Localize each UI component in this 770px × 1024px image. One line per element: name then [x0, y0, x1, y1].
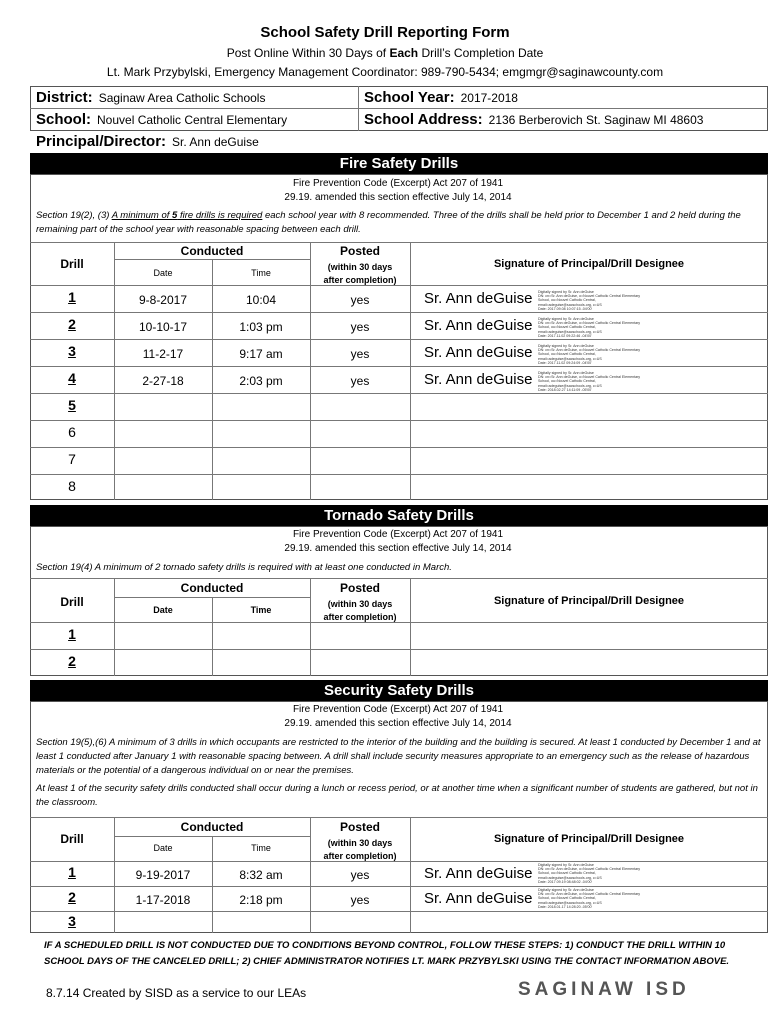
fire-posted-sub2: after completion) [323, 275, 397, 285]
tornado-row-num: 2 [68, 653, 76, 669]
fire-row-date[interactable]: 10-10-17 [138, 320, 188, 334]
fire-signature-header: Signature of Principal/Drill Designee [493, 258, 685, 270]
fire-row-num: 2 [68, 316, 76, 332]
tornado-code-line1: Fire Prevention Code (Excerpt) Act 207 of 1941 [292, 529, 504, 540]
fire-posted-sub1: (within 30 days [327, 262, 393, 272]
fire-row-date[interactable]: 11-2-17 [142, 347, 184, 361]
fire-section-title: Fire Safety Drills [30, 153, 768, 174]
security-row-time[interactable]: 8:32 am [239, 868, 283, 882]
fire-row-num: 1 [68, 289, 76, 305]
contact-line: Lt. Mark Przybylski, Emergency Management Coordinator: 989-790-5434; emgmgr@saginawcounty.com [106, 65, 664, 79]
security-posted-header: Posted [339, 820, 380, 834]
tornado-conducted-header: Conducted [180, 581, 244, 595]
school-address-field: School Address: 2136 Berberovich St. Saginaw MI 48603 [364, 111, 704, 128]
fire-row-posted[interactable]: yes [350, 347, 370, 361]
fire-row-num: 3 [68, 343, 76, 359]
security-date-header: Date [153, 843, 173, 853]
digital-signature-stamp: Digitally signed by Sr. Ann deGuise DN: cn=Sr. Ann deGuise, o=Nouvel Catholic Central Elementary School, ou=Nouvel Catholic Central, email=adeguise@sacschools.org, c=US Date: 2018.02.27 14:11:09 -05'00' [538, 371, 641, 392]
fire-posted-header: Posted [339, 244, 380, 258]
security-code-line1: Fire Prevention Code (Excerpt) Act 207 of 1941 [292, 704, 504, 715]
tornado-drill-header: Drill [60, 595, 84, 609]
security-code-line2: 29.19. amended this section effective July 14, 2014 [284, 718, 512, 729]
fire-time-header: Time [251, 268, 271, 278]
security-section-text-2: At least 1 of the security safety drills conducted shall occur during a lunch or recess period, or at another time when a significant number of students are gathered, but not in the classroom. [36, 783, 758, 808]
security-posted-sub1: (within 30 days [327, 838, 393, 848]
security-row-date[interactable]: 9-19-2017 [135, 868, 191, 882]
fire-row-posted[interactable]: yes [350, 374, 370, 388]
security-time-header: Time [251, 843, 271, 853]
security-posted-sub2: after completion) [323, 851, 397, 861]
fire-drill-header: Drill [60, 257, 84, 271]
tornado-section-title: Tornado Safety Drills [30, 505, 768, 526]
school-year-field: School Year: 2017-2018 [364, 89, 518, 106]
fire-conducted-header: Conducted [180, 244, 244, 258]
fire-row-num: 7 [68, 451, 76, 467]
fire-row-date[interactable]: 2-27-18 [142, 374, 184, 388]
fire-row-num: 5 [68, 397, 76, 413]
fire-row-date[interactable]: 9-8-2017 [138, 293, 188, 307]
security-drill-header: Drill [60, 832, 84, 846]
fire-row-num: 4 [68, 370, 76, 386]
tornado-section-text: Section 19(4) A minimum of 2 tornado safety drills is required with at least one conducted in March. [36, 562, 452, 573]
fire-row-signature[interactable]: Sr. Ann deGuise [424, 344, 533, 361]
digital-signature-stamp: Digitally signed by Sr. Ann deGuise DN: cn=Sr. Ann deGuise, o=Nouvel Catholic Central Elementary School, ou=Nouvel Catholic Central, email=adeguise@sacschools.org, c=US Date: 2017.09.08 10:07:15 -04'00' [538, 290, 641, 311]
principal-field: Principal/Director: Sr. Ann deGuise [36, 133, 259, 150]
security-signature-header: Signature of Principal/Drill Designee [493, 833, 685, 845]
tornado-time-header: Time [250, 605, 272, 615]
security-conducted-header: Conducted [180, 820, 244, 834]
fire-section-text: Section 19(2), (3) A minimum of 5 fire drills is required each school year with 8 recommended. Three of the drills shall be held prior to December 1 and 2 held during the remaining part of the school year with reasonable spacing between each drill. [36, 210, 741, 235]
form-subtitle: Post Online Within 30 Days of Each Drill’s Completion Date [226, 46, 544, 60]
fire-code-line2: 29.19. amended this section effective July 14, 2014 [284, 192, 512, 203]
security-section-title: Security Safety Drills [30, 680, 768, 701]
security-row-num: 1 [68, 864, 76, 880]
security-row-num: 2 [68, 889, 76, 905]
fire-row-time[interactable]: 1:03 pm [239, 320, 283, 334]
form-title: School Safety Drill Reporting Form [260, 24, 510, 41]
digital-signature-stamp: Digitally signed by Sr. Ann deGuise DN: cn=Sr. Ann deGuise, o=Nouvel Catholic Central Elementary School, ou=Nouvel Catholic Central, email=adeguise@sacschools.org, c=US Date: 2017.11.02 09:24:09 -04'00' [538, 344, 641, 365]
fire-row-posted[interactable]: yes [350, 320, 370, 334]
security-row-num: 3 [68, 913, 76, 929]
security-row-time[interactable]: 2:18 pm [239, 893, 283, 907]
fire-row-signature[interactable]: Sr. Ann deGuise [424, 290, 533, 307]
security-row-signature[interactable]: Sr. Ann deGuise [424, 890, 533, 907]
fire-row-time[interactable]: 10:04 [245, 293, 277, 307]
security-row-posted[interactable]: yes [350, 868, 370, 882]
tornado-posted-sub2: after completion) [323, 612, 397, 622]
footer-instructions: IF A SCHEDULED DRILL IS NOT CONDUCTED DUE TO CONDITIONS BEYOND CONTROL, FOLLOW THESE STEPS: 1) CONDUCT THE DRILL WITHIN 10 SCHOOL DAYS OF THE CANCELED DRILL; 2) CHIEF ADMINISTRATOR NOTIFIES LT. MARK PRZYBYLSKI USING THE CONTACT INFORMATION ABOVE. [44, 940, 730, 967]
tornado-posted-header: Posted [339, 581, 380, 595]
saginaw-isd-logo: SAGINAW ISD [518, 979, 690, 1000]
footer-created: 8.7.14 Created by SISD as a service to our LEAs [46, 986, 307, 1000]
district-field: District: Saginaw Area Catholic Schools [36, 89, 266, 106]
security-row-posted[interactable]: yes [350, 893, 370, 907]
fire-row-num: 6 [68, 424, 76, 440]
fire-row-num: 8 [68, 478, 76, 494]
tornado-row-num: 1 [68, 626, 76, 642]
tornado-signature-header: Signature of Principal/Drill Designee [493, 595, 685, 607]
tornado-date-header: Date [153, 605, 173, 615]
fire-code-line1: Fire Prevention Code (Excerpt) Act 207 of 1941 [292, 178, 504, 189]
digital-signature-stamp: Digitally signed by Sr. Ann deGuise DN: cn=Sr. Ann deGuise, o=Nouvel Catholic Central Elementary School, ou=Nouvel Catholic Central, email=adeguise@sacschools.org, c=US Date: 2018.01.17 14:28:20 -05'00' [538, 888, 641, 909]
school-field: School: Nouvel Catholic Central Elementary [36, 111, 288, 128]
fire-row-signature[interactable]: Sr. Ann deGuise [424, 371, 533, 388]
security-section-text-1: Section 19(5),(6) A minimum of 3 drills in which occupants are restricted to the interior of the building and the building is secured. At least 1 conducted by December 1 and at least 1 conducted after January 1 with reasonable spacing between. A drill shall include security measures appropriate to an emergency such as the release of hazardous materials or the potential of a dangerous individual on or near the premises. [36, 737, 761, 776]
fire-row-time[interactable]: 9:17 am [239, 347, 283, 361]
security-row-date[interactable]: 1-17-2018 [135, 893, 191, 907]
digital-signature-stamp: Digitally signed by Sr. Ann deGuise DN: cn=Sr. Ann deGuise, o=Nouvel Catholic Central Elementary School, ou=Nouvel Catholic Central, email=adeguise@sacschools.org, c=US Date: 2017.11.02 09:22:46 -04'00' [538, 317, 641, 338]
fire-row-time[interactable]: 2:03 pm [239, 374, 283, 388]
tornado-posted-sub1: (within 30 days [327, 599, 393, 609]
digital-signature-stamp: Digitally signed by Sr. Ann deGuise DN: cn=Sr. Ann deGuise, o=Nouvel Catholic Central Elementary School, ou=Nouvel Catholic Central, email=adeguise@sacschools.org, c=US Date: 2017.09.19 08:48:02 -04'00' [538, 863, 641, 884]
tornado-code-line2: 29.19. amended this section effective July 14, 2014 [284, 543, 512, 554]
fire-row-posted[interactable]: yes [350, 293, 370, 307]
fire-date-header: Date [153, 268, 173, 278]
fire-row-signature[interactable]: Sr. Ann deGuise [424, 317, 533, 334]
security-row-signature[interactable]: Sr. Ann deGuise [424, 865, 533, 882]
